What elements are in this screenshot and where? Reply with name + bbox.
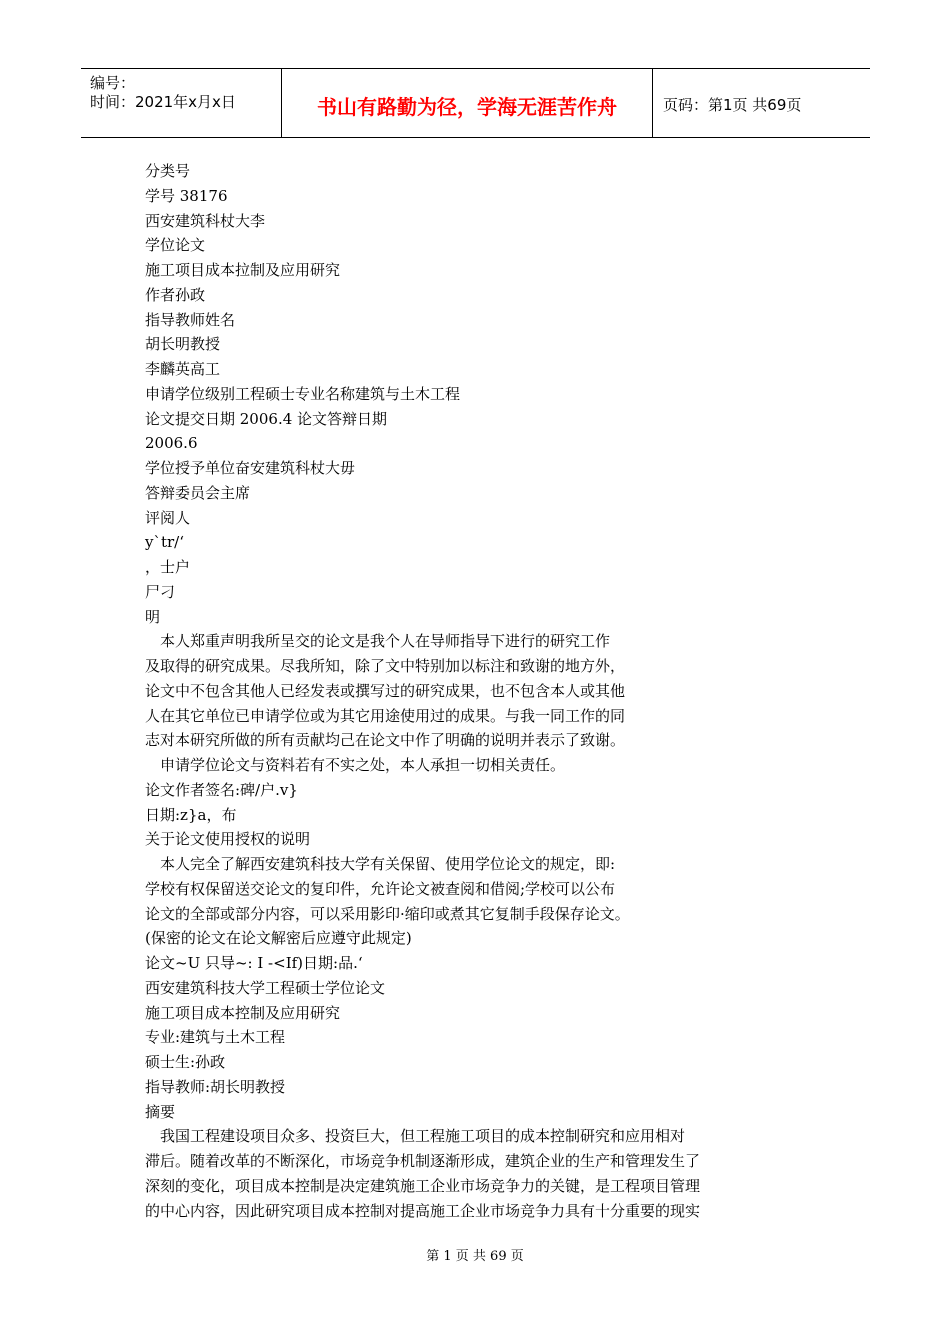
text-line: 施工项目成本控制及应用研究 [145,1003,341,1022]
header-right-cell [653,69,870,137]
text-line: 作者孙政 [145,285,206,304]
text-line: 指导教师:胡长明教授 [145,1077,286,1096]
text-line: 日期:z}a，布 [145,805,237,824]
text-line: 滞后。随着改革的不断深化，市场竞争机制逐渐形成，建筑企业的生产和管理发生了 [145,1152,701,1170]
text-line: y`tr/‘ [145,533,184,552]
text-line: 论文提交日期 2006.4 论文答辩日期 [145,409,388,428]
text-line: 学位论文 [145,236,206,255]
header-left-cell [81,69,282,137]
text-line: 西安建筑科技大学工程硕士学位论文 [145,978,386,997]
text-line: 分类号 [145,162,191,180]
text-line: 论文作者签名:碑/户.v} [145,780,298,799]
text-line: ，士户 [145,558,191,576]
text-line: 西安建筑科杖大李 [145,211,266,230]
text-line: 尸刁 [145,582,176,601]
page-footer: 第 1 页 共 69 页 [426,1249,524,1264]
document-body [145,159,785,1223]
text-line: 指导教师姓名 [145,310,236,329]
text-line: 评阅人 [145,508,191,527]
text-line: 答辩委员会主席 [145,483,251,502]
document-number-label: 编号： [90,74,136,92]
text-line: 论文~U 只导~: I -<If)日期:品.‘ [145,954,363,972]
text-line: 胡长明教授 [145,335,221,354]
text-line: 硕士生:孙政 [145,1053,226,1071]
text-line: 学校有权保留送交论文的复印件，允许论文被查阅和借阅;学校可以公布 [145,879,616,898]
text-line: 学位授予单位奋安建筑科杖大毋 [145,459,356,477]
document-time-label: 时间：2021年x月x日 [90,93,236,111]
text-line: 本人完全了解西安建筑科技大学有关保留、使用学位论文的规定，即: [160,855,616,873]
text-line: 及取得的研究成果。尽我所知，除了文中特别加以标注和致谢的地方外， [145,657,626,675]
text-line: (保密的论文在论文解密后应遵守此规定) [145,929,412,948]
text-line: 论文的全部或部分内容，可以采用影印·缩印或煮其它复制手段保存论文。 [145,904,630,923]
text-line: 我国工程建设项目众多、投资巨大，但工程施工项目的成本控制研究和应用相对 [160,1127,686,1146]
text-line: 2006.6 [145,434,198,453]
text-line: 施工项目成本拉制及应用研究 [145,261,341,279]
text-line: 摘要 [145,1102,176,1121]
text-line: 深刻的变化，项目成本控制是决定建筑施工企业市场竞争力的关键，是工程项目管理 [145,1176,701,1195]
text-line: 学号 38176 [145,186,228,205]
text-line: 明 [145,607,161,626]
page-header [81,68,870,138]
text-line: 李麟英高工 [145,360,221,378]
text-line: 申请学位论文与资料若有不实之处，本人承担一切相关责任。 [160,756,566,774]
header-motto: 书山有路勤为径，学海无涯苦作舟 [317,95,617,119]
text-line: 志对本研究所做的所有贡献均己在论文中作了明确的说明并表示了致谢。 [145,731,626,750]
text-line: 论文中不包含其他人已经发表或撰写过的研究成果，也不包含本人或其他 [145,681,626,700]
header-page-info: 页码：第1页 共69页 [663,96,802,114]
header-motto-cell [282,69,653,137]
text-line: 关于论文使用授权的说明 [145,830,311,849]
text-line: 专业:建筑与土木工程 [145,1028,286,1047]
text-line: 人在其它单位已申请学位或为其它用途使用过的成果。与我一同工作的同 [145,706,626,725]
text-line: 本人郑重声明我所呈交的论文是我个人在导师指导下进行的研究工作 [160,632,611,651]
text-line: 的中心内容，因此研究项目成本控制对提高施工企业市场竞争力具有十分重要的现实 [145,1201,701,1220]
text-line: 申请学位级别工程硕士专业名称建筑与土木工程 [145,384,461,403]
